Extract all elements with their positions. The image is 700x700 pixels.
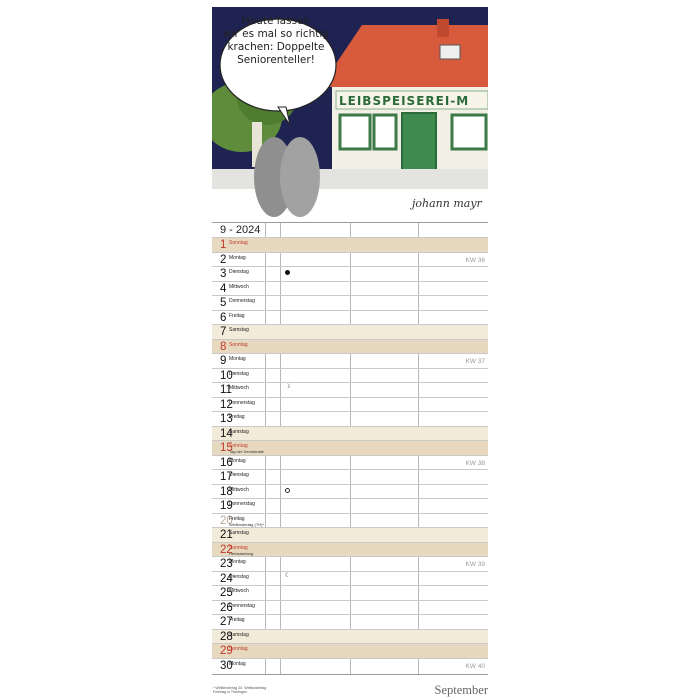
day-number: 18 xyxy=(220,485,233,498)
day-row xyxy=(212,629,488,644)
calendar-header xyxy=(212,223,488,237)
day-row xyxy=(212,353,488,368)
day-row xyxy=(212,658,488,673)
day-row xyxy=(212,440,488,455)
day-number: 4 xyxy=(220,282,227,295)
day-number: 14 xyxy=(220,427,233,440)
day-number: 24 xyxy=(220,572,233,585)
weekday-label: Dienstag xyxy=(229,370,249,377)
day-row xyxy=(212,266,488,281)
day-number: 9 xyxy=(220,355,227,367)
day-number: 8 xyxy=(220,340,227,353)
day-number: 1 xyxy=(220,239,227,251)
weekday-label: Freitag xyxy=(229,617,245,623)
weekday-label: Sonntag xyxy=(229,240,248,246)
day-number: 23 xyxy=(220,558,233,570)
weekday-label: Mittwoch xyxy=(229,385,249,391)
month-year-title: 9 - 2024 xyxy=(220,224,261,236)
day-row xyxy=(212,498,488,513)
calendar-week-label: KW 38 xyxy=(465,459,485,467)
weekday-label: Samstag xyxy=(229,530,249,536)
moon-phase-icon xyxy=(285,270,290,275)
day-number: 7 xyxy=(220,326,227,338)
day-row xyxy=(212,614,488,629)
day-row xyxy=(212,237,488,252)
weekday-label: Donnerstag xyxy=(229,501,255,507)
day-number: 26 xyxy=(220,601,233,614)
day-row xyxy=(212,643,488,658)
day-note: Tag der Demokratie xyxy=(229,449,264,454)
weekday-label: Samstag xyxy=(229,428,249,435)
day-number: 6 xyxy=(220,311,227,324)
weekday-label: Dienstag xyxy=(229,269,249,275)
moon-phase-icon: ☽ xyxy=(285,384,291,390)
weekday-label: Dienstag xyxy=(229,573,249,580)
day-row xyxy=(212,310,488,325)
weekday-label: Donnerstag xyxy=(229,399,255,406)
moon-phase-icon xyxy=(285,488,290,493)
day-row xyxy=(212,527,488,542)
moon-phase-icon: ☾ xyxy=(285,572,291,579)
weekday-label: Mittwoch xyxy=(229,283,249,290)
day-row xyxy=(212,368,488,383)
day-number: 27 xyxy=(220,616,233,628)
weekday-label: Sonntag xyxy=(229,646,248,652)
day-row xyxy=(212,426,488,441)
day-row xyxy=(212,571,488,586)
day-number: 21 xyxy=(220,529,233,541)
day-number: 11 xyxy=(220,384,232,396)
day-note: Weltkindertag (TH)* xyxy=(229,521,265,527)
calendar-week-label: KW 36 xyxy=(465,256,485,264)
weekday-label: Sonntag xyxy=(229,443,248,449)
day-row xyxy=(212,281,488,296)
calendar-week-label: KW 37 xyxy=(465,358,485,365)
day-row xyxy=(212,397,488,412)
weekday-label: Freitag xyxy=(229,515,245,522)
day-number: 2 xyxy=(220,253,227,266)
calendar-week-label: KW 40 xyxy=(465,662,485,670)
artist-signature: johann mayr xyxy=(412,197,482,210)
day-row xyxy=(212,542,488,557)
day-note: Herbstanfang xyxy=(229,550,254,556)
weekday-label: Dienstag xyxy=(229,472,249,478)
calendar-week-label: KW 39 xyxy=(465,561,485,568)
weekday-label: Freitag xyxy=(229,414,245,420)
calendar-grid xyxy=(212,222,488,675)
day-number: 29 xyxy=(220,645,233,657)
day-number: 19 xyxy=(220,500,233,512)
day-number: 25 xyxy=(220,587,233,599)
day-number: 17 xyxy=(220,471,233,483)
weekday-label: Montag xyxy=(229,660,246,667)
weekday-label: Mittwoch xyxy=(229,588,249,594)
weekday-label: Montag xyxy=(229,559,246,565)
day-row xyxy=(212,324,488,339)
day-row xyxy=(212,484,488,499)
speech-bubble-text: Heute lassen wir es mal so richtig krachen: Doppelte Seniorenteller! xyxy=(223,15,329,66)
day-row xyxy=(212,455,488,470)
weekday-label: Montag xyxy=(229,356,246,362)
day-row xyxy=(212,513,488,528)
day-row xyxy=(212,252,488,267)
month-label: September xyxy=(434,683,488,697)
day-number: 13 xyxy=(220,413,233,425)
day-row xyxy=(212,295,488,310)
weekday-label: Samstag xyxy=(229,631,249,638)
day-row xyxy=(212,469,488,484)
weekday-label: Samstag xyxy=(229,327,249,333)
day-row xyxy=(212,382,488,397)
day-number: 10 xyxy=(220,369,233,382)
day-number: 15 xyxy=(220,442,233,454)
weekday-label: Donnerstag xyxy=(229,298,255,304)
day-number: 20 xyxy=(220,514,233,527)
day-number: 3 xyxy=(220,268,227,280)
day-row xyxy=(212,411,488,426)
day-number: 30 xyxy=(220,659,233,672)
weekday-label: Mittwoch xyxy=(229,486,249,493)
day-number: 5 xyxy=(220,297,227,309)
weekday-label: Montag xyxy=(229,457,246,464)
day-number: 12 xyxy=(220,398,233,411)
weekday-label: Donnerstag xyxy=(229,602,255,609)
weekday-label: Montag xyxy=(229,254,246,261)
day-row xyxy=(212,600,488,615)
cartoon-illustration xyxy=(212,7,488,218)
day-row xyxy=(212,556,488,571)
day-number: 28 xyxy=(220,630,233,643)
weekday-label: Freitag xyxy=(229,312,245,319)
restaurant-sign: LEIBSPEISEREI-M xyxy=(339,94,470,108)
day-number: 22 xyxy=(220,543,233,556)
day-row xyxy=(212,339,488,354)
weekday-label: Sonntag xyxy=(229,341,248,348)
footnote: * Weltkindertag 20. Weltkindertag Feiertag in Thüringen xyxy=(213,686,267,695)
day-row xyxy=(212,585,488,600)
weekday-label: Sonntag xyxy=(229,544,248,551)
day-number: 16 xyxy=(220,456,233,469)
